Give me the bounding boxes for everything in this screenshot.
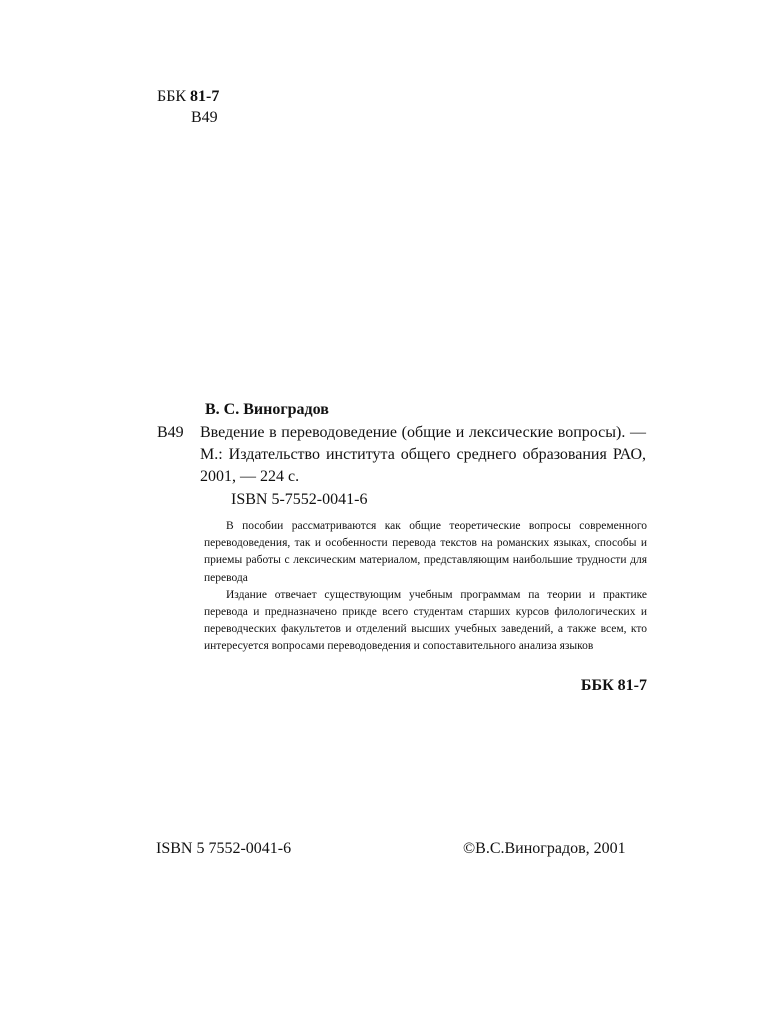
- bbk-code: 81-7: [190, 88, 220, 105]
- cutter-number-top: В49: [191, 109, 218, 126]
- bibliographic-entry: [157, 422, 646, 488]
- entry-cutter-number: В49: [157, 424, 184, 441]
- book-title-description: Введение в переводоведение (общие и лексические вопросы). — М.: Издательство института общего среднего образования РАО, 2001, — 224 с.: [200, 424, 646, 485]
- bbk-prefix: ББК: [157, 88, 187, 105]
- abstract-paragraph: Издание отвечает существующим учебным программам па теории и практике перевода и предназначено прикде всего студентам старших курсов филологических и переводческих факультетов и отделений высших учебных заведений, а также всем, кто интересуется вопросами переводоведения и сопоставительного анализа языков: [204, 588, 647, 653]
- abstract-paragraph: В пособии рассматриваются как общие теоретические вопросы современного переводоведения, так и особенности перевода текстов на романских языках, способы и приемы работы с лексическим материалом, представляющим наибольшие трудности для перевода: [204, 520, 647, 584]
- abstract: [204, 518, 647, 656]
- isbn-footer: ISBN 5 7552-0041-6: [156, 840, 292, 857]
- isbn-entry: ISBN 5-7552-0041-6: [231, 491, 368, 508]
- copyright-notice: ©В.С.Виноградов, 2001: [463, 840, 626, 857]
- bbk-classification-top: [157, 88, 219, 106]
- author-name: В. С. Виноградов: [205, 401, 329, 418]
- bbk-classification-bottom: ББК 81-7: [580, 677, 647, 694]
